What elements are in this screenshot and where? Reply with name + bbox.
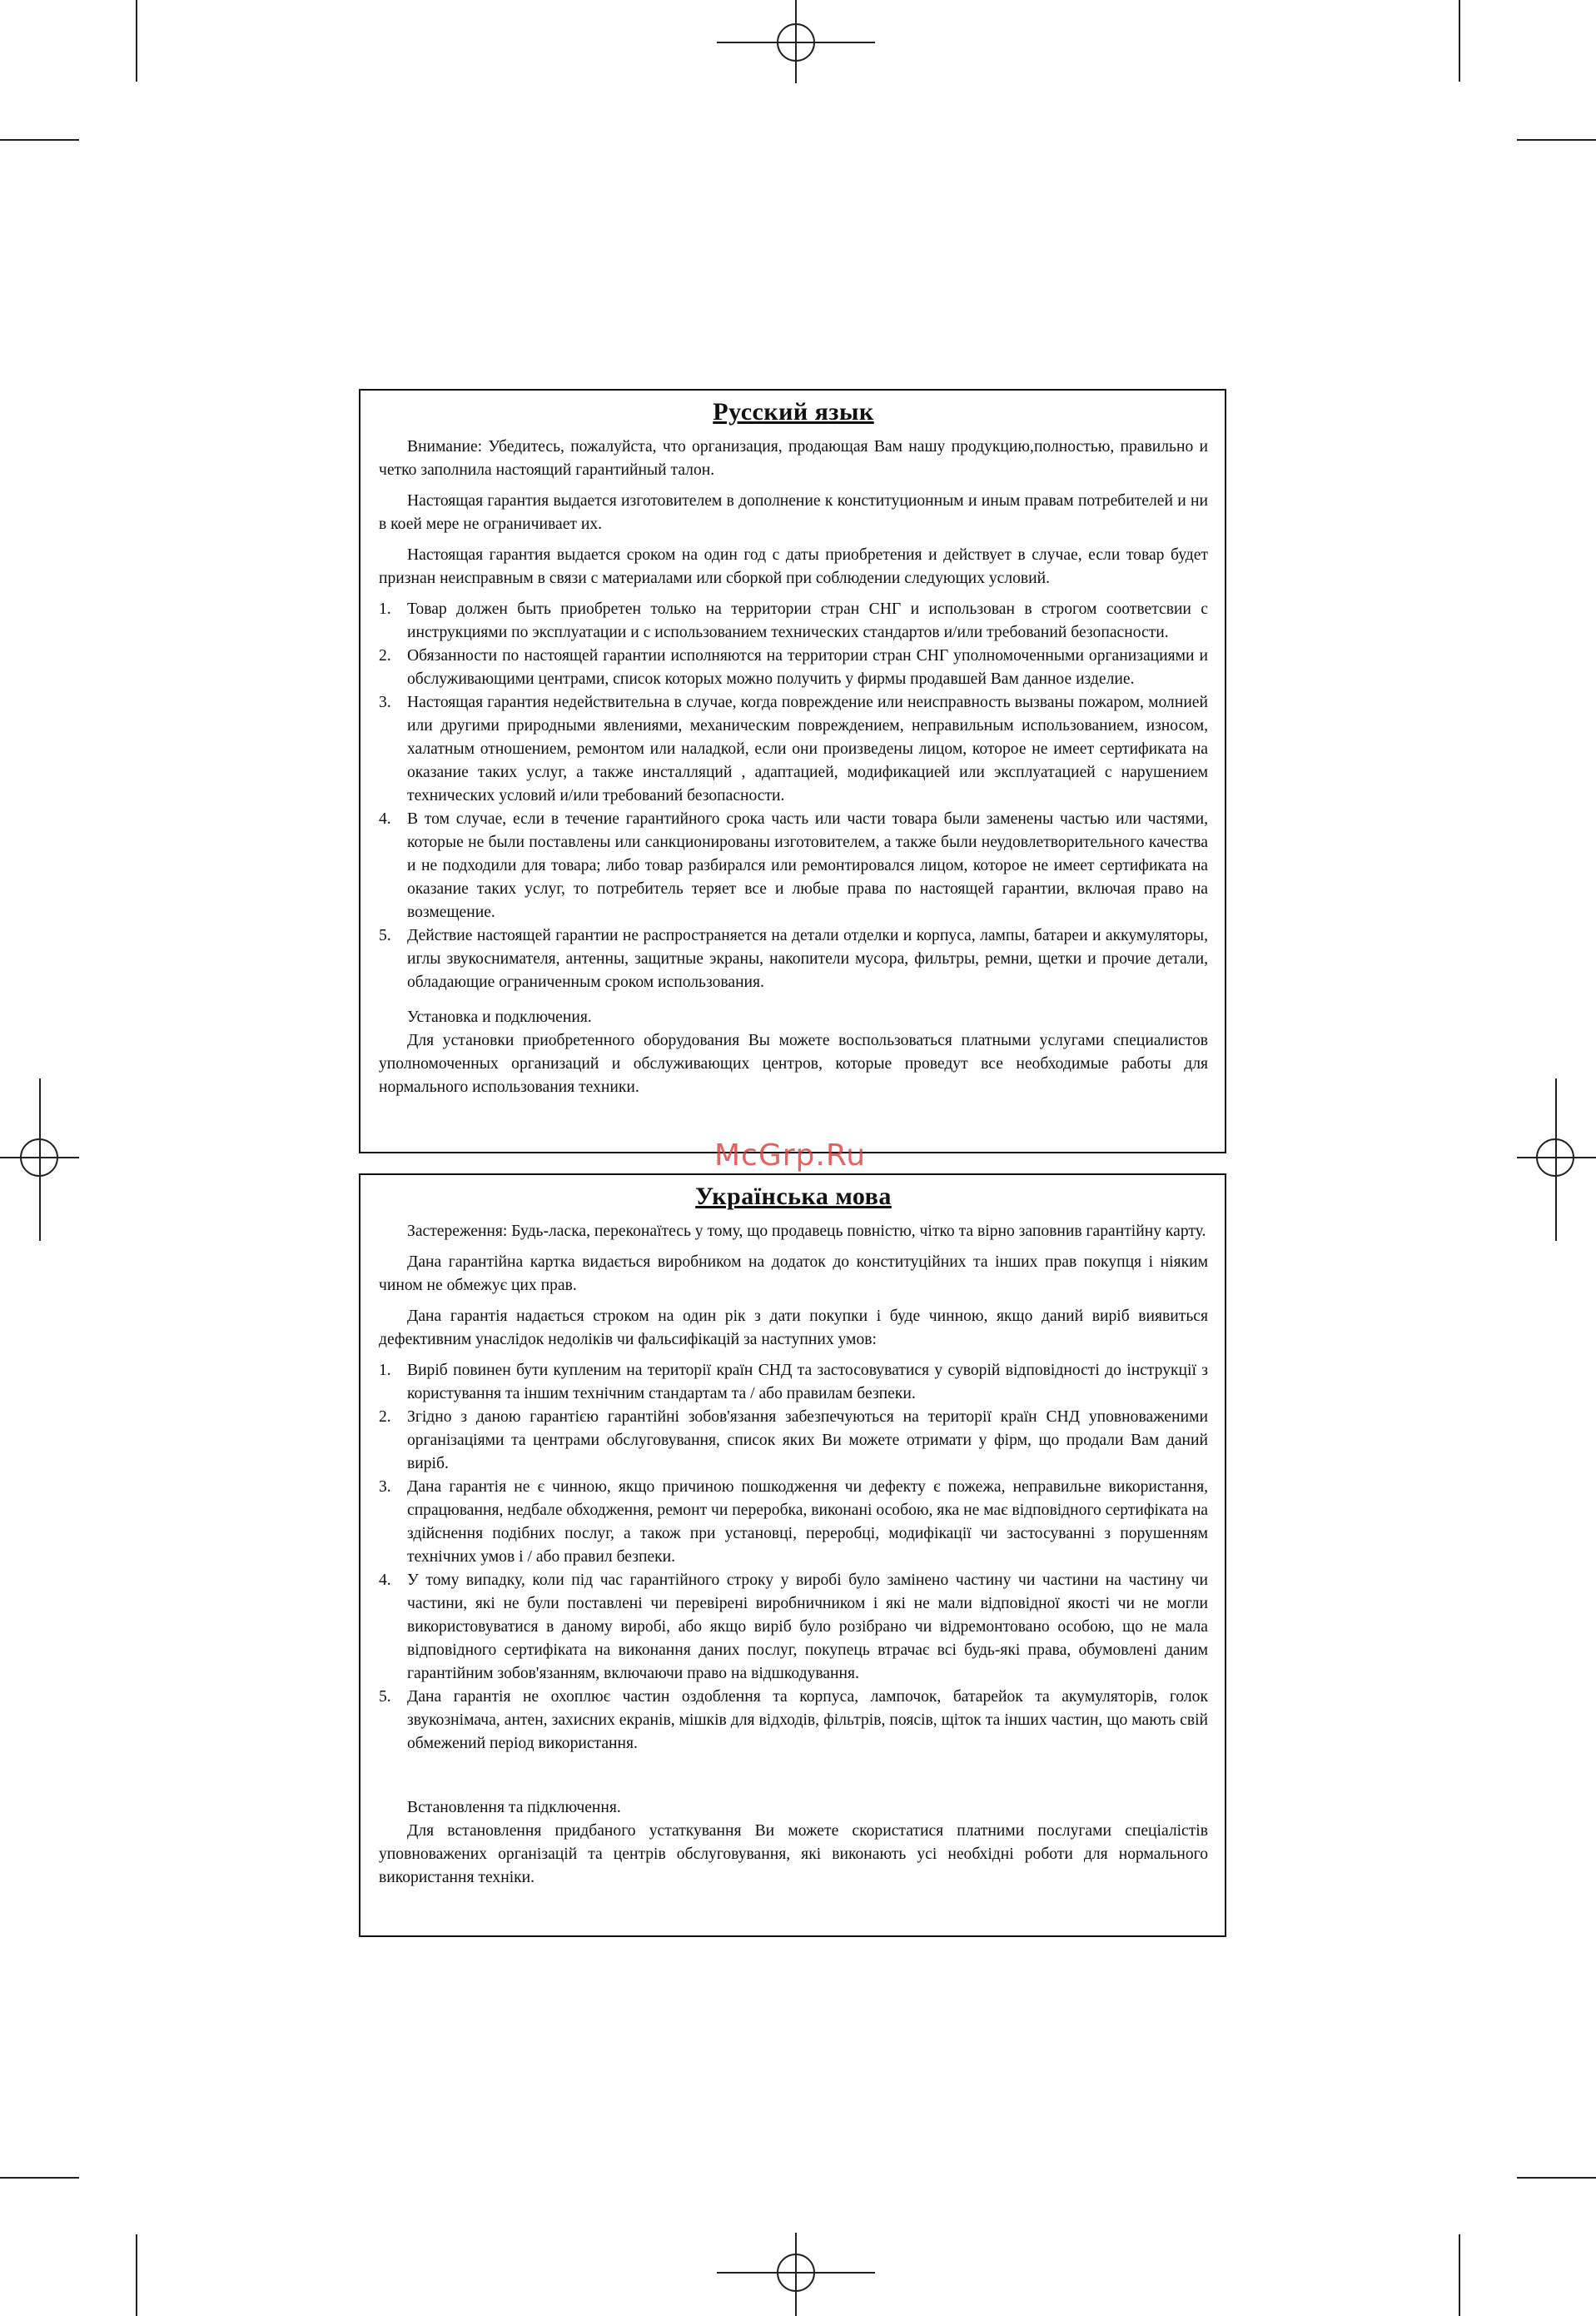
- crop-mark: [1517, 2177, 1596, 2179]
- condition-number: 2.: [379, 1408, 391, 1426]
- spacer: [379, 1763, 1208, 1796]
- intro-paragraph: Внимание: Убедитесь, пожалуйста, что организация, продающая Вам нашу продукцию,полностью, правильно и четко заполнила настоящий гарантийный талон.: [379, 438, 1208, 479]
- condition-number: 4.: [379, 1571, 391, 1589]
- install-heading: Встановлення та підключення.: [407, 1799, 621, 1816]
- condition-text: Виріб повинен бути купленим на території країн СНД та застосовуватися у суворій відповідності до інструкції з користування та іншим технічним стандартам та / або правилам безпеки.: [407, 1362, 1208, 1402]
- install-text: Для встановлення придбаного устаткування Ви можете скористатися платними послугами спеціалістів уповноважених організацій та центрів обслуговування, які виконають усі необхідні роботи для нормального використання техніки.: [379, 1822, 1208, 1886]
- intro-paragraph: Настоящая гарантия выдается сроком на один год с даты приобретения и действует в случае, если товар будет признан неисправным в связи с материалами или сборкой при соблюдении следующих условий.: [379, 546, 1208, 587]
- crop-mark: [136, 2234, 137, 2316]
- intro-paragraph: Застереження: Будь-ласка, переконаїтесь у тому, що продавець повністю, чітко та вірно заповнив гарантійну карту.: [407, 1223, 1206, 1240]
- crop-mark: [1459, 2234, 1460, 2316]
- condition-text: Товар должен быть приобретен только на территории стран СНГ и использован в строгом соответсвии с инструкциями по эксплуатации и с использованием технических стандартов и/или требований безопасности.: [407, 600, 1208, 641]
- condition-item: [379, 1569, 1208, 1686]
- intro-paragraph: Настоящая гарантия выдается изготовителем в дополнение к конституционным и иным правам потребителей и ни в коей мере не ограничивает их.: [379, 492, 1208, 533]
- condition-number: 1.: [379, 600, 391, 618]
- crop-mark: [136, 0, 137, 82]
- condition-number: 4.: [379, 810, 391, 828]
- condition-item: [379, 691, 1208, 808]
- registration-line: [0, 1157, 79, 1158]
- ukrainian-warranty-section: [359, 1173, 1226, 1937]
- condition-item: [379, 1476, 1208, 1569]
- condition-number: 5.: [379, 1688, 391, 1706]
- condition-item: [379, 924, 1208, 994]
- section-title: Русский язык: [713, 398, 874, 426]
- crop-mark: [0, 139, 79, 141]
- condition-text: Обязанности по настоящей гарантии исполняются на территории стран СНГ уполномоченными организациями и обслуживающими центрами, список которых можно получить у фирмы продавшей Вам данное изделие.: [407, 647, 1208, 688]
- condition-text: Дана гарантія не є чинною, якщо причиною пошкодження чи дефекту є пожежа, неправильне використання, спрацювання, недбале обходження, ремонт чи переробка, виконані особою, яка не має відповідного сертифіката на здійснення подібних послуг, а також при установці, переробці, модифікації чи застосуванні з порушенням технічних умов і / або правил безпеки.: [407, 1478, 1208, 1566]
- condition-text: Дана гарантія не охоплює частин оздоблення та корпуса, лампочок, батарейок та акумуляторів, голок звукознімача, антен, захисних екранів, мішків для відходів, фільтрів, поясів, щіток та інших частин, що мають свій обмежений період використання.: [407, 1688, 1208, 1752]
- condition-number: 3.: [379, 694, 391, 711]
- condition-item: [379, 808, 1208, 924]
- condition-item: [379, 1359, 1208, 1406]
- russian-warranty-section: [359, 389, 1226, 1153]
- condition-number: 2.: [379, 647, 391, 665]
- condition-number: 3.: [379, 1478, 391, 1496]
- conditions-list: [379, 598, 1208, 994]
- condition-item: [379, 645, 1208, 691]
- crop-mark: [1459, 0, 1460, 82]
- registration-line: [795, 2233, 797, 2316]
- install-text: Для установки приобретенного оборудования Вы можете воспользоваться платными услугами специалистов уполномоченных организаций и обслуживающих центров, которые проведут все необходимые работы для нормального использования техники.: [379, 1032, 1208, 1096]
- registration-line: [1517, 1157, 1596, 1158]
- condition-text: Действие настоящей гарантии не распространяется на детали отделки и корпуса, лампы, батареи и аккумуляторы, иглы звукоснимателя, антенны, защитные экраны, накопители мусора, фильтры, ремни, щетки и прочие детали, обладающие ограниченным сроком использования.: [407, 927, 1208, 991]
- condition-text: В том случае, если в течение гарантийного срока часть или части товара были заменены частью или частями, которые не были поставлены или санкционированы изготовителем, а также были неудовлетворительного качества и не подходили для товара; либо товар разбирался или ремонтировался лицом, которое не имеет сертификата на оказание таких услуг, то потребитель теряет все и любые права по настоящей гарантии, включая право на возмещение.: [407, 810, 1208, 921]
- condition-text: Настоящая гарантия недействительна в случае, когда повреждение или неисправность вызваны пожаром, молнией или другими природными явлениями, механическим повреждением, неправильным использованием, износом, халатным отношением, ремонтом или наладкой, если они произведены лицом, которое не имеет сертификата на оказание таких услуг, а также инсталляций , адаптацией, модификацией или эксплуатацией с нарушением технических условий и/или требований безопасности.: [407, 694, 1208, 804]
- intro-paragraph: Дана гарантія надається строком на один рік з дати покупки і буде чинною, якщо даний виріб виявиться дефективним унаслідок недоліків чи фальсифікацій за наступних умов:: [379, 1307, 1208, 1348]
- condition-item: [379, 1686, 1208, 1756]
- crop-mark: [0, 2177, 79, 2179]
- registration-line: [795, 0, 797, 83]
- conditions-list: [379, 1359, 1208, 1756]
- condition-number: 5.: [379, 927, 391, 944]
- install-heading: Установка и подключения.: [407, 1009, 592, 1026]
- condition-item: [379, 598, 1208, 645]
- condition-number: 1.: [379, 1362, 391, 1379]
- condition-item: [379, 1406, 1208, 1476]
- crop-mark: [1517, 139, 1596, 141]
- condition-text: У тому випадку, коли під час гарантійного строку у виробі було замінено частину чи частини на частину чи частини, які не були поставлені чи перевірені виробничником і які не мали відповідної якості чи не могли використовуватися в даному виробі, або якщо виріб було розібрано чи відремонтовано особою, що не мала відповідного сертифіката на виконання даних послуг, покупець втрачає всі будь-які права, обумовлені даним гарантійним зобов'язанням, включаючи право на відшкодування.: [407, 1571, 1208, 1682]
- intro-paragraph: Дана гарантійна картка видається виробником на додаток до конституційних та інших прав покупця і ніяким чином не обмежує цих прав.: [379, 1253, 1208, 1294]
- condition-text: Згідно з даною гарантією гарантійні зобов'язання забезпечуються на території країн СНД уповноваженими організаціями та центрами обслуговування, список яких Ви можете отримати у фірм, що продали Вам даний виріб.: [407, 1408, 1208, 1472]
- section-title: Українська мова: [695, 1183, 892, 1210]
- watermark: McGrp.Ru: [714, 1138, 867, 1173]
